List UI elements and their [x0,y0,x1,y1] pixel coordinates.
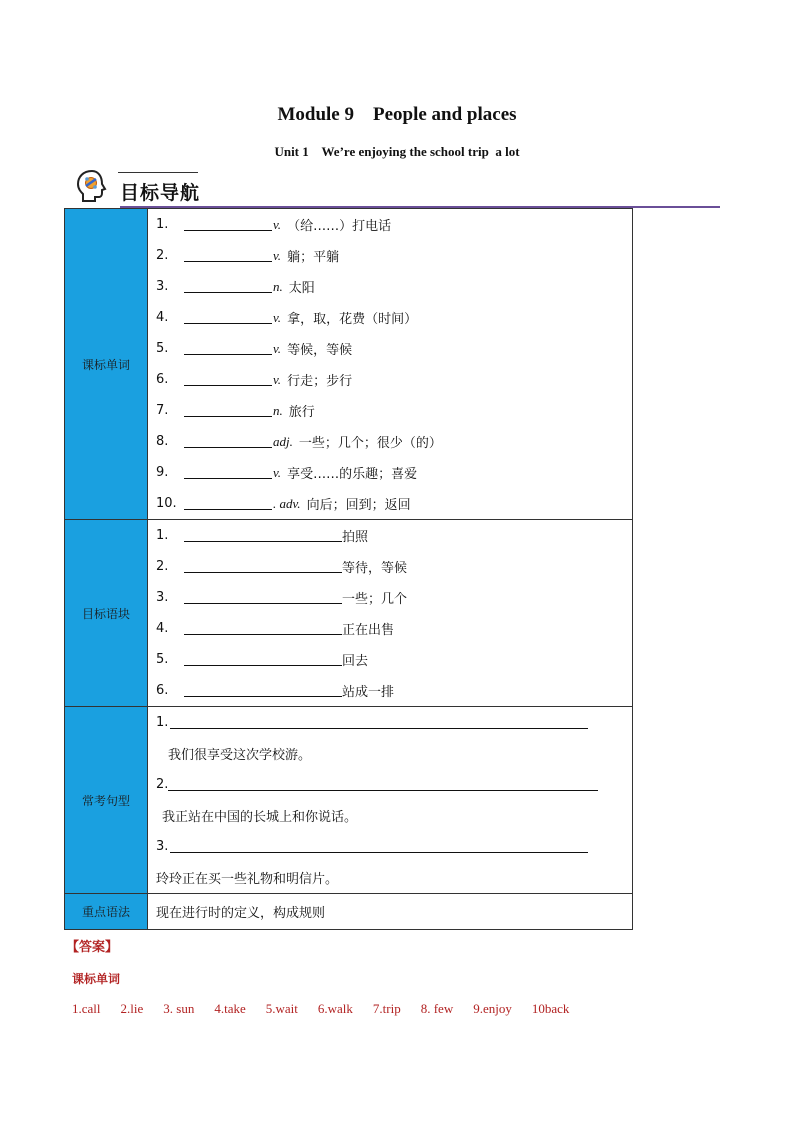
study-table [64,208,633,930]
answer-blank [184,560,342,573]
item-meaning: 向后；回到；返回 [306,498,411,513]
part-of-speech: v. [273,371,282,387]
vocab-item [148,426,632,457]
answer-blank [184,342,272,355]
answer-blank [184,435,272,448]
page-subtitle: Unit 1 We’re enjoying the school trip a lot [274,144,520,159]
vocab-item [148,240,632,271]
answer-blank [184,653,342,666]
answer-blank [184,591,342,604]
item-meaning: 拍照 [342,530,369,545]
header-top-rule [118,172,198,173]
item-number: 8. [156,434,169,449]
grammar-section [65,894,633,930]
item-number: 3. [156,590,169,605]
vocab-item [148,302,632,333]
part-of-speech: v. [273,247,282,263]
part-of-speech: v. [273,309,282,325]
phrase-item [148,644,632,675]
vocab-item [148,395,632,426]
section-title: 目标导航 [120,182,201,204]
item-meaning: 我正站在中国的长城上和你说话。 [162,810,358,825]
answer-blank [184,373,272,386]
item-number: 2. [156,559,169,574]
answer-blank [184,404,272,417]
item-meaning: 行走；步行 [287,374,353,389]
item-meaning: 一些；几个 [342,592,408,607]
item-meaning: 等待，等候 [342,561,408,576]
sentence-blank-row [148,769,632,800]
section-header [74,168,724,210]
phrase-item [148,675,632,706]
item-number: 2. [156,248,169,263]
part-of-speech: v. [273,216,282,232]
phrase-section [65,520,633,707]
part-of-speech: n. [273,402,283,418]
vocab-list [148,209,632,519]
phrase-list [148,520,632,706]
phrase-item [148,551,632,582]
item-number: 1. [156,217,169,232]
page-title: Module 9 People and places [277,104,517,125]
answer-item: 3. sun [163,1001,195,1016]
vocab-section [65,209,633,520]
vocab-item [148,333,632,364]
answer-blank [184,622,342,635]
item-meaning: 享受……的乐趣；喜爱 [287,467,418,482]
item-meaning: 站成一排 [342,685,395,700]
item-number: 6. [156,372,169,387]
item-meaning: 我们很享受这次学校游。 [168,748,312,763]
item-meaning: 拿，取，花费（时间） [287,312,418,327]
item-number: 5. [156,652,169,667]
answer-blank [184,497,272,510]
item-meaning: 正在出售 [342,623,395,638]
part-of-speech: v. [273,340,282,356]
vocab-cell [148,209,633,520]
answer-blank [184,529,342,542]
vocab-category: 课标单词 [65,209,148,520]
sentence-translation [148,800,632,831]
item-meaning: 玲玲正在买一些礼物和明信片。 [156,872,339,887]
answer-blank [184,218,272,231]
item-meaning: 回去 [342,654,369,669]
answer-item: 5.wait [265,1001,298,1016]
item-number: 6. [156,683,169,698]
item-number: 7. [156,403,169,418]
vocab-item [148,457,632,488]
answer-subheading: 课标单词 [72,972,121,986]
item-number: 4. [156,621,169,636]
vocab-item [148,209,632,240]
phrase-cell [148,520,633,707]
item-number: 4. [156,310,169,325]
sentence-blank-row [148,707,632,738]
answer-blank [168,778,598,791]
sentence-category: 常考句型 [65,707,148,894]
item-number: 3. [156,279,169,294]
item-number: 2. [156,777,169,792]
phrase-item [148,520,632,551]
vocab-item [148,488,632,519]
answer-item: 9.enjoy [473,1001,512,1016]
sentence-section [65,707,633,894]
grammar-category: 重点语法 [65,894,148,930]
answer-list [72,1001,589,1017]
answer-item: 10back [531,1001,570,1016]
answer-blank [170,716,588,729]
item-meaning: 等候，等候 [287,343,353,358]
item-meaning: （给……）打电话 [287,219,392,234]
item-number: 1. [156,715,169,730]
phrase-category: 目标语块 [65,520,148,707]
part-of-speech: v. [273,464,282,480]
item-number: 9. [156,465,169,480]
answer-item: 6.walk [317,1001,353,1016]
phrase-item [148,582,632,613]
vocab-item [148,271,632,302]
answer-blank [184,280,272,293]
item-number: 1. [156,528,169,543]
item-number: 3. [156,839,169,854]
sentence-blank-row [148,831,632,862]
answer-blank [170,840,588,853]
answer-item: 4.take [214,1001,246,1016]
item-meaning: 躺；平躺 [287,250,340,265]
part-of-speech: adj. [273,433,293,449]
sentence-list [148,707,632,893]
item-number: 10. [156,496,177,511]
item-meaning: 一些；几个；很少（的） [298,436,442,451]
sentence-translation [148,862,632,893]
grammar-cell [148,894,633,930]
answer-blank [184,466,272,479]
grammar-text: 现在进行时的定义，构成规则 [156,906,326,921]
phrase-item [148,613,632,644]
answer-item: 8. few [420,1001,454,1016]
item-number: 5. [156,341,169,356]
sentence-cell [148,707,633,894]
answer-blank [184,311,272,324]
sentence-translation [148,738,632,769]
part-of-speech: n. [273,278,283,294]
answer-item: 7.trip [372,1001,401,1016]
item-meaning: 太阳 [288,281,315,296]
answer-blank [184,684,342,697]
part-of-speech: . adv. [273,495,301,511]
answer-item: 1.call [72,1001,101,1016]
answer-blank [184,249,272,262]
item-meaning: 旅行 [288,405,315,420]
answer-heading: 【答案】 [66,940,119,955]
answer-item: 2.lie [120,1001,144,1016]
brain-head-icon [74,168,110,204]
vocab-item [148,364,632,395]
